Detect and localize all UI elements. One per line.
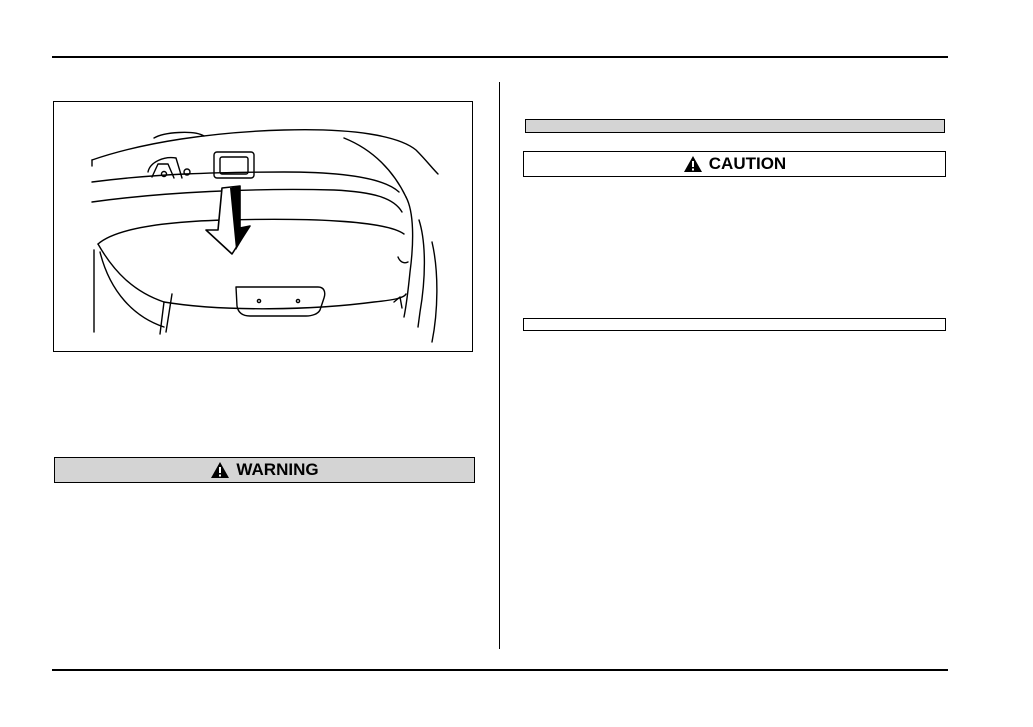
caution-footer-strip bbox=[523, 318, 946, 331]
header-rule bbox=[52, 56, 948, 58]
rear-gate-illustration bbox=[53, 101, 473, 352]
section-header-strip bbox=[525, 119, 945, 133]
caution-label: CAUTION bbox=[708, 154, 787, 173]
caution-banner bbox=[523, 151, 946, 177]
warning-label: WARNING bbox=[236, 460, 319, 479]
column-divider bbox=[499, 82, 500, 649]
warning-banner bbox=[54, 457, 475, 483]
warning-triangle-icon bbox=[210, 461, 230, 479]
warning-triangle-icon bbox=[683, 155, 703, 173]
footer-rule bbox=[52, 669, 948, 671]
